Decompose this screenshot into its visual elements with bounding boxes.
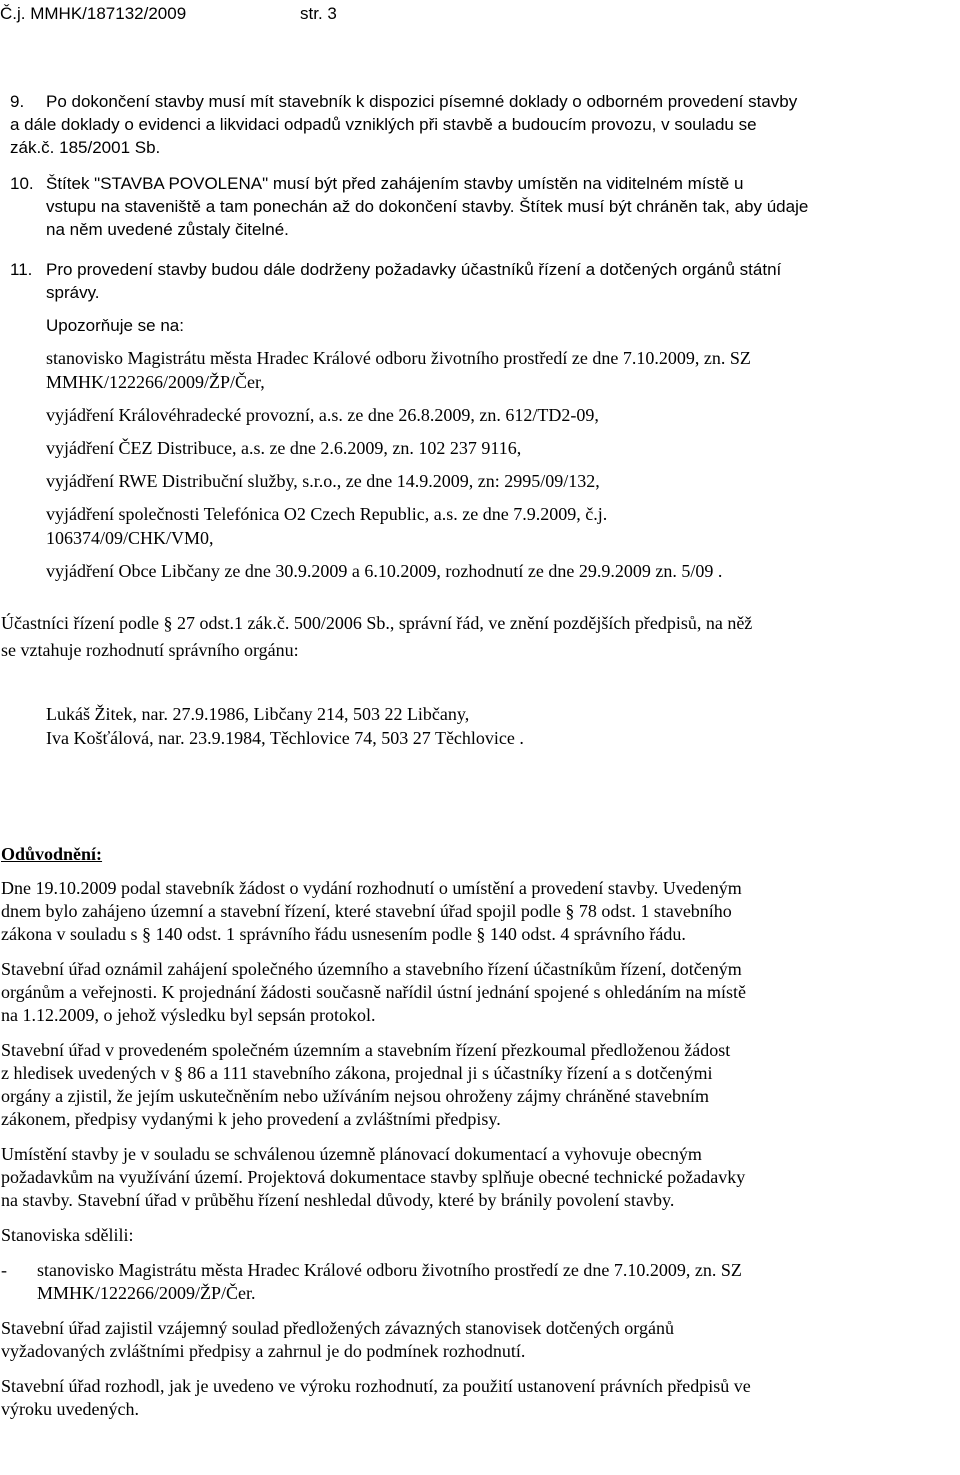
notice-label: Upozorňuje se na: bbox=[46, 316, 184, 335]
opinions-list bbox=[1, 1259, 958, 1305]
opinion-line: MMHK/122266/2009/ŽP/Čer. bbox=[37, 1283, 256, 1303]
reasoning-heading: Odůvodnění: bbox=[1, 844, 103, 864]
notice-item: vyjádření ČEZ Distribuce, a.s. ze dne 2.6.2009, zn. 102 237 9116, bbox=[46, 438, 522, 458]
notice-item: 106374/09/CHK/VM0, bbox=[46, 528, 214, 548]
participant-item: Iva Košťálová, nar. 23.9.1984, Těchlovice 74, 503 27 Těchlovice . bbox=[46, 728, 524, 748]
reasoning-paragraph: Umístění stavby je v souladu se schválenou územně plánovací dokumentací a vyhovuje obecným požadavkům na využívání území. Projektová dokumentace stavby splňuje obecné technické požadavky na stavby. Stavební úřad v průběhu řízení neshledal důvody, které by bránily povolení stavby. bbox=[1, 1144, 746, 1210]
condition-line: Štítek "STAVBA POVOLENA" musí být před zahájením stavby umístěn na viditelném místě u bbox=[46, 174, 744, 193]
list-dash: - bbox=[1, 1260, 7, 1280]
condition-line: správy. bbox=[46, 283, 100, 302]
participants-intro: Účastníci řízení podle § 27 odst.1 zák.č. 500/2006 Sb., správní řád, ve znění pozdějších předpisů, na něž se vztahuje rozhodnutí správního orgánu: bbox=[1, 613, 753, 660]
reasoning-paragraph: Dne 19.10.2009 podal stavebník žádost o vydání rozhodnutí o umístění a provedení stavby. Uvedeným dnem bylo zahájeno územní a stavební řízení, které stavební úřad spojil podle § 78 odst. 1 stavebního zákona v souladu s § 140 odst. 1 správního řádu usnesením podle § 140 odst. 4 správního řádu. bbox=[1, 878, 742, 944]
condition-number: 10. bbox=[10, 174, 34, 193]
page-header bbox=[0, 0, 960, 28]
notice-list bbox=[0, 346, 960, 583]
condition-11 bbox=[0, 258, 960, 304]
reasoning-paragraph: Stavební úřad v provedeném společném územním a stavebním řízení přezkoumal předloženou žádost z hledisek uvedených v § 86 a 111 stavebního zákona, projednal ji s účastníky řízení a s dotčenými orgány a zjistil, že jejím uskutečněním nebo užíváním nejsou ohroženy zájmy chráněné stavebním zákonem, předpisy vydanými k jeho provedení a zvláštními předpisy. bbox=[1, 1040, 731, 1129]
condition-line: na něm uvedené zůstaly čitelné. bbox=[46, 220, 289, 239]
condition-line: Po dokončení stavby musí mít stavebník k dispozici písemné doklady o odborném provedení stavby bbox=[46, 92, 798, 111]
reference-number: Č.j. MMHK/187132/2009 bbox=[0, 4, 187, 23]
condition-9 bbox=[0, 90, 960, 159]
condition-number: 9. bbox=[10, 92, 25, 111]
notice-item: stanovisko Magistrátu města Hradec Králové odboru životního prostředí ze dne 7.10.2009, zn. SZ bbox=[46, 348, 751, 368]
condition-line: vstupu na staveniště a tam ponechán až do dokončení stavby. Štítek musí být chráněn tak, aby údaje bbox=[46, 197, 809, 216]
reasoning-paragraph: Stavební úřad oznámil zahájení společného územního a stavebního řízení účastníkům řízení, dotčeným orgánům a veřejnosti. K projednání žádosti současně nařídil ústní jednání spojené s ohledáním na místě na 1.12.2009, o jehož výsledku byl sepsán protokol. bbox=[1, 959, 746, 1025]
participants-list bbox=[0, 702, 960, 750]
notice-item: vyjádření RWE Distribuční služby, s.r.o., ze dne 14.9.2009, zn: 2995/09/132, bbox=[46, 471, 600, 491]
participant-item: Lukáš Žitek, nar. 27.9.1986, Libčany 214, 503 22 Libčany, bbox=[46, 704, 470, 724]
reasoning-paragraph: Stavební úřad zajistil vzájemný soulad předložených závazných stanovisek dotčených orgánů vyžadovaných zvláštními předpisy a zahrnul je do podmínek rozhodnutí. bbox=[1, 1318, 674, 1361]
opinions-label: Stanoviska sdělili: bbox=[1, 1225, 134, 1245]
condition-line: Pro provedení stavby budou dále dodrženy požadavky účastníků řízení a dotčených orgánů státní bbox=[46, 260, 782, 279]
reasoning-body bbox=[0, 877, 960, 1421]
notice-item: MMHK/122266/2009/ŽP/Čer, bbox=[46, 372, 265, 392]
condition-10 bbox=[0, 172, 960, 241]
notice-item: vyjádření společnosti Telefónica O2 Czech Republic, a.s. ze dne 7.9.2009, č.j. bbox=[46, 504, 608, 524]
condition-line: zák.č. 185/2001 Sb. bbox=[10, 138, 161, 157]
notice-item: vyjádření Královéhradecké provozní, a.s. ze dne 26.8.2009, zn. 612/TD2-09, bbox=[46, 405, 599, 425]
page-number: str. 3 bbox=[300, 4, 337, 23]
opinion-line: stanovisko Magistrátu města Hradec Králové odboru životního prostředí ze dne 7.10.2009, zn. SZ bbox=[37, 1260, 742, 1280]
condition-number: 11. bbox=[10, 260, 33, 279]
condition-line: a dále doklady o evidenci a likvidaci odpadů vzniklých při stavbě a budoucím provozu, v souladu se bbox=[10, 115, 757, 134]
notice-item: vyjádření Obce Libčany ze dne 30.9.2009 a 6.10.2009, rozhodnutí ze dne 29.9.2009 zn. 5/09 . bbox=[46, 561, 723, 581]
reasoning-paragraph: Stavební úřad rozhodl, jak je uvedeno ve výroku rozhodnutí, za použití ustanovení právních předpisů ve výroku uvedených. bbox=[1, 1376, 751, 1419]
